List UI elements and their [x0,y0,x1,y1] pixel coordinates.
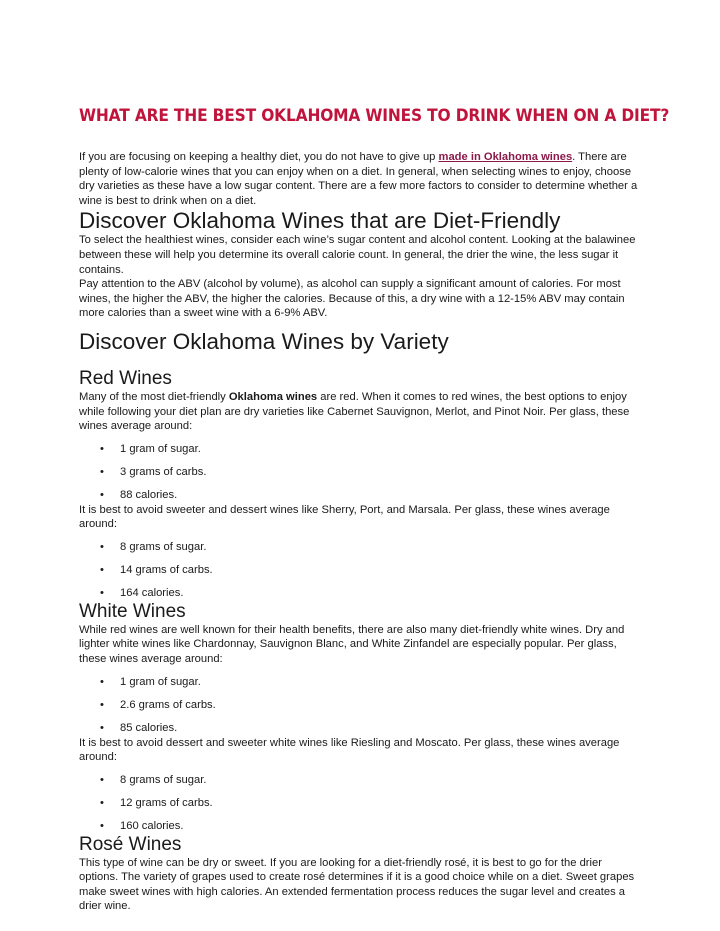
list-item: • 14 grams of carbs. [79,563,644,578]
white-avoid-paragraph: It is best to avoid dessert and sweeter white wines like Riesling and Moscato. Per glass, these wines average around: [79,736,620,764]
rose-wines-intro: This type of wine can be dry or sweet. If you are looking for a diet-friendly rosé, it is best to go for the drier options. The variety of grapes used to create rosé determines if it is a good choice while on a diet. Sweet grapes make sweet wines with high calories. An extended fermentation process reduces the sugar level and creates a drier wine. [79,856,635,913]
red-intro-after: are red. When it comes to red wines, the best options to enjoy while following your diet plan are dry varieties like Cabernet Sauvignon, Merlot, and Pinot Noir. Per glass, these wines average around: [79,390,630,433]
red-wines-heading: Red Wines [79,367,172,389]
red-intro-before: Many of the most diet-friendly [79,390,229,403]
red-sweet-nutrition-list [79,540,644,601]
abv-paragraph: Pay attention to the ABV (alcohol by volume), as alcohol can supply a significant amount of calories. For most wines, the higher the ABV, the higher the calories. Because of this, a dry wine with a 12-15% ABV may contain more calories than a sweet wine with a 6-9% ABV. [79,278,625,320]
sugar-alcohol-paragraph: To select the healthiest wines, consider each wine’s sugar content and alcohol content. Looking at the balawinee between these will help you determine its overall calorie count. In general, the drier the wine, the less sugar it contains. [79,234,636,276]
list-item: • 8 grams of sugar. [79,773,644,788]
list-item: • 1 gram of sugar. [79,675,644,690]
by-variety-heading: Discover Oklahoma Wines by Variety [79,328,449,354]
rose-wines-heading: Rosé Wines [79,833,182,855]
list-item: • 88 calories. [79,488,644,503]
article-body [79,150,644,914]
intro-paragraph [79,150,644,208]
page-title: WHAT ARE THE BEST OKLAHOMA WINES TO DRINK WHEN ON A DIET? [79,106,670,126]
intro-text-before: If you are focusing on keeping a healthy diet, you do not have to give up [79,151,439,163]
intro-text-after: . There are plenty of low-calorie wines that you can enjoy when on a diet. In general, when selecting wines to enjoy, choose dry varieties as these have a low sugar content. There are a few more factors to consider to determine whether a wine is best to drink when on a diet. [79,151,638,207]
list-item: • 85 calories. [79,721,644,736]
oklahoma-wines-link[interactable]: made in Oklahoma wines [438,151,573,163]
red-dry-nutrition-list [79,442,644,503]
white-dry-nutrition-list [79,675,644,736]
list-item: • 164 calories. [79,586,644,601]
list-item: • 3 grams of carbs. [79,465,644,480]
red-intro-bold: Oklahoma wines [228,390,318,403]
list-item: • 8 grams of sugar. [79,540,644,555]
list-item: • 160 calories. [79,819,644,834]
white-wines-heading: White Wines [79,600,186,622]
red-avoid-paragraph: It is best to avoid sweeter and dessert wines like Sherry, Port, and Marsala. Per glass, these wines average around: [79,503,610,531]
diet-friendly-heading: Discover Oklahoma Wines that are Diet-Friendly [79,208,561,234]
list-item: • 1 gram of sugar. [79,442,644,457]
white-sweet-nutrition-list [79,773,644,834]
red-wines-intro [79,390,644,434]
list-item: • 2.6 grams of carbs. [79,698,644,713]
white-wines-intro: While red wines are well known for their health benefits, there are also many diet-friendly white wines. Dry and lighter white wines like Chardonnay, Sauvignon Blanc, and White Zinfandel are especially popular. Per glass, these wines average around: [79,623,625,665]
list-item: • 12 grams of carbs. [79,796,644,811]
